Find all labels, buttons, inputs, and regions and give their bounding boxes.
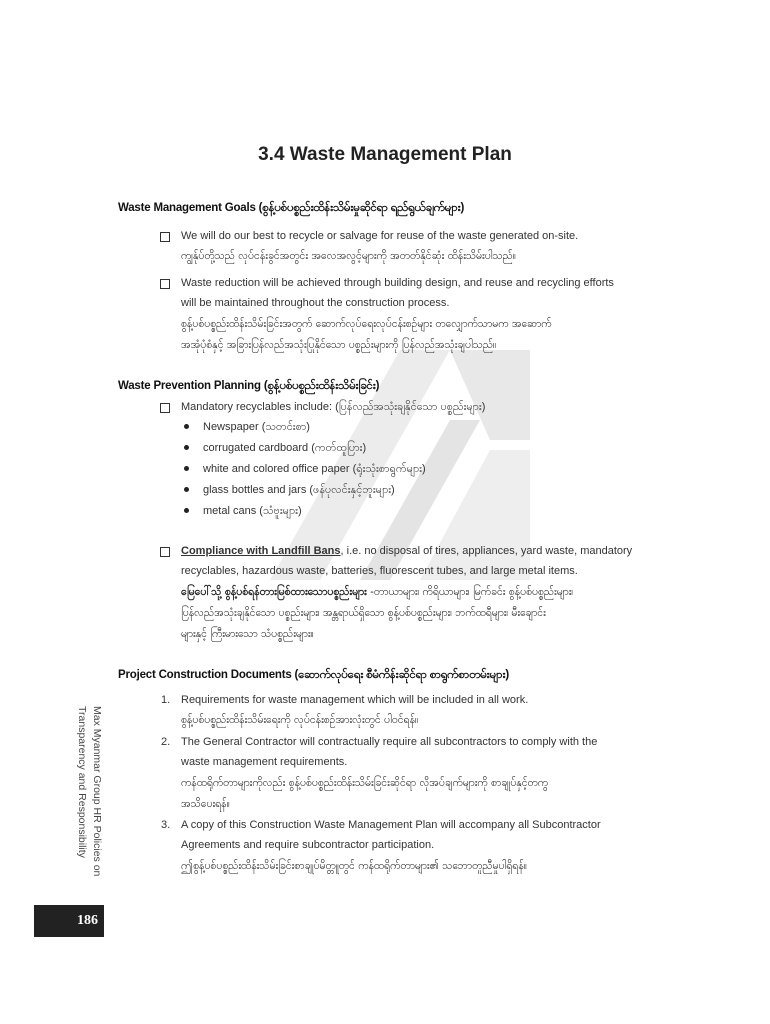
compliance-en-line1 (181, 541, 632, 562)
prevention-heading: Waste Prevention Planning (စွန့်ပစ်ပစ္စည်းထိန်းသိမ်းခြင်း) (118, 380, 380, 392)
list-number: 2. (161, 736, 171, 748)
compliance-my-line3: များနှင့် ကြီးမားသော သံပစ္စည်းများ။ (181, 628, 314, 640)
doc-2-my-line2: အသိပေးရန်။ (181, 798, 230, 810)
page-number-box (34, 905, 104, 937)
goal-2-en-line1: Waste reduction will be achieved through building design, and reuse and recycling efforts (181, 277, 614, 289)
page-title: 3.4 Waste Management Plan (258, 144, 512, 165)
doc-3-en-line2: Agreements and require subcontractor participation. (181, 839, 435, 851)
doc-2-en-line1: The General Contractor will contractually require all subcontractors to comply with the (181, 736, 598, 748)
checkbox-icon (160, 232, 170, 242)
list-item: Newspaper (သတင်းစာ) (203, 421, 310, 433)
compliance-my-line2: ပြန်လည်အသုံးချနိုင်သော ပစ္စည်းများ၊ အန္တရာယ်ရှိသော စွန့်ပစ်ပစ္စည်းများ၊ ဘက်ထရီများ၊ မီးချောင်း (181, 607, 546, 619)
goal-2-en-line2: will be maintained throughout the construction process. (181, 297, 450, 309)
list-number: 1. (161, 694, 171, 706)
sidebar-line-2: Transparency and Responsibility (76, 706, 88, 858)
doc-2-my-line1: ကန်ထရိုက်တာများကိုလည်း စွန့်ပစ်ပစ္စည်းထိန်းသိမ်းခြင်းဆိုင်ရာ လိုအပ်ချက်များကို စာချုပ်နှင့်တကွ (181, 777, 549, 789)
compliance-my-rest: -တာယာများ၊ ကိရိယာများ၊ မြက်ခင်း စွန့်ပစ်ပစ္စည်းများ၊ (366, 586, 574, 598)
compliance-my-bold: မြေပေါ်သို့ စွန့်ပစ်ရန်တားမြစ်ထားသောပစ္စည်းများ (181, 586, 367, 598)
doc-2-en-line2: waste management requirements. (181, 756, 348, 768)
compliance-en-line2: recyclables, hazardous waste, batteries, fluorescent tubes, and large metal items. (181, 565, 578, 577)
list-item: metal cans (သံဗူးများ) (203, 505, 302, 517)
goals-heading: Waste Management Goals (စွန့်ပစ်ပစ္စည်းထိန်းသိမ်းမှုဆိုင်ရာ ရည်ရွယ်ချက်များ) (118, 202, 465, 214)
doc-1-en: Requirements for waste management which will be included in all work. (181, 694, 529, 706)
goal-1-en: We will do our best to recycle or salvage for reuse of the waste generated on-site. (181, 230, 579, 242)
bullet-icon (184, 508, 189, 513)
doc-3-en-line1: A copy of this Construction Waste Management Plan will accompany all Subcontractor (181, 819, 601, 831)
checkbox-icon (160, 547, 170, 557)
doc-3-my-line1: ဤစွန့်ပစ်ပစ္စည်းထိန်းသိမ်းခြင်းစာချုပ်မိတ္တူတွင် ကန်ထရိုက်တာများ၏ သဘောတူညီမှုပါရှိရန်။ (181, 860, 527, 872)
list-item: corrugated cardboard (ကတ်ထူပြား) (203, 442, 367, 454)
documents-heading: Project Construction Documents (ဆောက်လုပ်ရေး စီမံကိန်းဆိုင်ရာ စာရွက်စာတမ်းများ) (118, 669, 509, 681)
mandatory-label: Mandatory recyclables include: (ပြန်လည်အသုံးချနိုင်သော ပစ္စည်းများ) (181, 401, 486, 413)
checkbox-icon (160, 403, 170, 413)
list-number: 3. (161, 819, 171, 831)
compliance-my-line1 (181, 582, 573, 603)
doc-1-my: စွန့်ပစ်ပစ္စည်းထိန်းသိမ်းရေးကို လုပ်ငန်းစဉ်အားလုံးတွင် ပါဝင်ရန်။ (181, 714, 419, 726)
page-number: 186 (77, 913, 98, 928)
goal-1-my: ကျွန်ုပ်တို့သည် လုပ်ငန်းခွင်အတွင်း အလေအလွင့်များကို အတတ်နိုင်ဆုံး ထိန်းသိမ်းပါသည်။ (181, 250, 516, 262)
checkbox-icon (160, 279, 170, 289)
compliance-bold: Compliance with Landfill Bans (181, 545, 341, 557)
list-item: white and colored office paper (ရုံးသုံးစာရွက်များ) (203, 463, 426, 475)
goal-2-my-line1: စွန့်ပစ်ပစ္စည်းထိန်းသိမ်းခြင်းအတွက် ဆောက်လုပ်ရေးလုပ်ငန်းစဉ်များ တလျှောက်သာမက အဆောက် (181, 318, 552, 330)
bullet-icon (184, 445, 189, 450)
sidebar-line-1: Max Myanmar Group HR Policies on (91, 706, 103, 877)
bullet-icon (184, 424, 189, 429)
bullet-icon (184, 487, 189, 492)
bullet-icon (184, 466, 189, 471)
compliance-rest: , i.e. no disposal of tires, appliances, yard waste, mandatory (340, 545, 633, 557)
goal-2-my-line2: အအုံပုံစံနှင့် အခြားပြန်လည်အသုံးပြုနိုင်သော ပစ္စည်းများကို ပြန်လည်အသုံးချပါသည်။ (181, 339, 497, 351)
list-item: glass bottles and jars (ဖန်ပုလင်းနှင့်ဘူးများ) (203, 484, 395, 496)
sidebar-caption (72, 706, 104, 906)
